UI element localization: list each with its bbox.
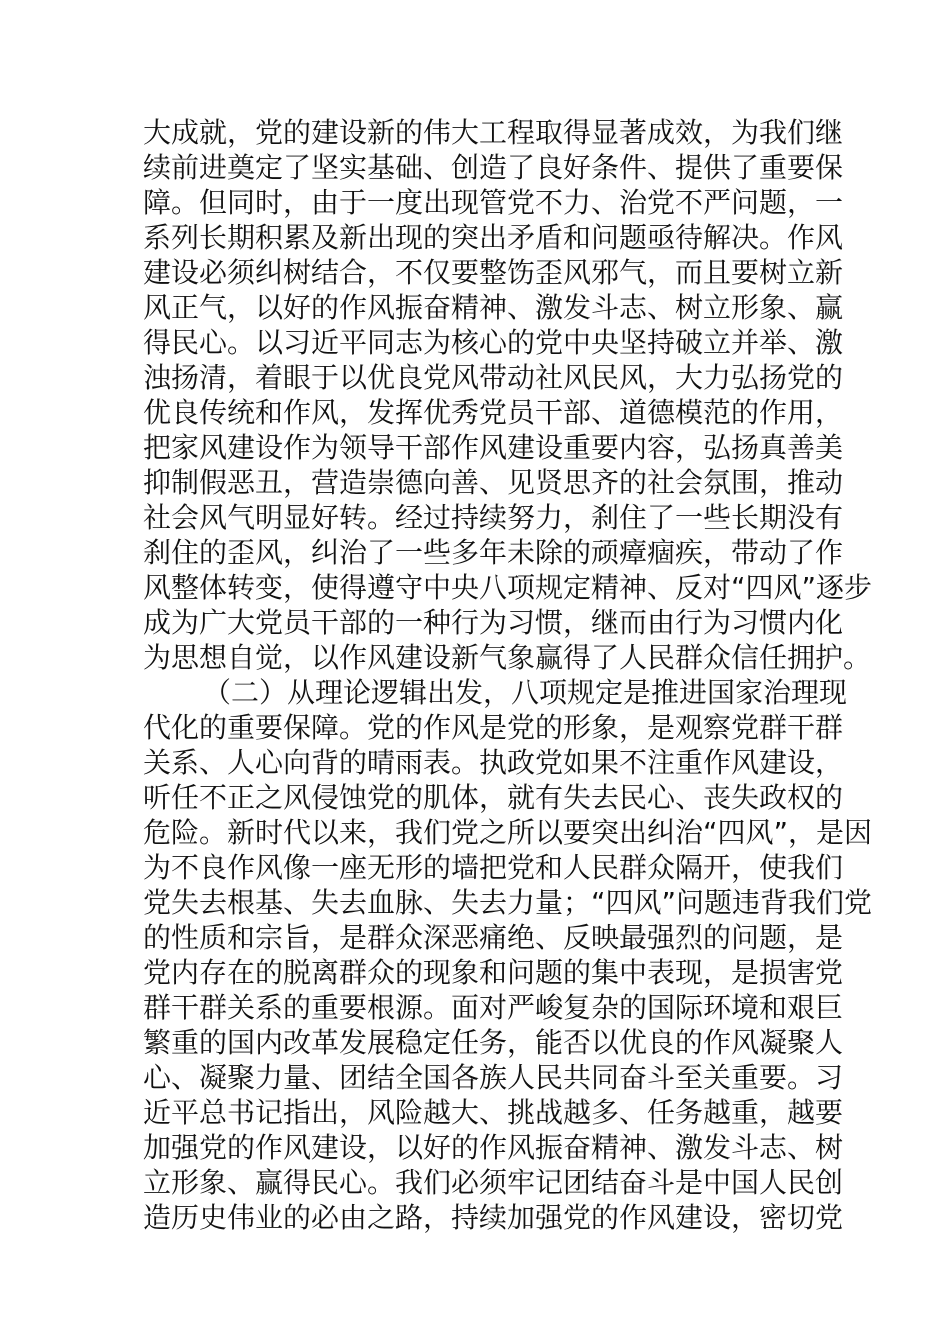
text-line: 听任不正之风侵蚀党的肌体，就有失去民心、丧失政权的 bbox=[143, 781, 844, 814]
text-line: 抑制假恶丑，营造崇德向善、见贤思齐的社会氛围，推动 bbox=[143, 466, 844, 499]
text-line: 系列长期积累及新出现的突出矛盾和问题亟待解决。作风 bbox=[143, 221, 844, 254]
text-line: 党内存在的脱离群众的现象和问题的集中表现，是损害党 bbox=[143, 956, 844, 989]
text-line: 建设必须纠树结合，不仅要整饬歪风邪气，而且要树立新 bbox=[143, 256, 844, 289]
paragraph-2 bbox=[143, 675, 873, 1235]
text-line: 加强党的作风建设，以好的作风振奋精神、激发斗志、树 bbox=[143, 1131, 844, 1164]
text-line: 风正气，以好的作风振奋精神、激发斗志、树立形象、赢 bbox=[143, 291, 844, 324]
text-line: 风整体转变，使得遵守中央八项规定精神、反对“四风”逐步 bbox=[143, 571, 873, 604]
text-line: 刹住的歪风，纠治了一些多年未除的顽瘴痼疾，带动了作 bbox=[143, 536, 844, 569]
text-line: 把家风建设作为领导干部作风建设重要内容，弘扬真善美 bbox=[143, 431, 844, 464]
text-line: 心、凝聚力量、团结全国各族人民共同奋斗至关重要。习 bbox=[143, 1061, 844, 1094]
text-line: 大成就，党的建设新的伟大工程取得显著成效，为我们继 bbox=[143, 116, 844, 149]
body-text bbox=[143, 115, 873, 1235]
text-line: 党失去根基、失去血脉、失去力量；“四风”问题违背我们党 bbox=[143, 886, 873, 919]
text-line: 代化的重要保障。党的作风是党的形象，是观察党群干群 bbox=[143, 711, 844, 744]
text-line: 立形象、赢得民心。我们必须牢记团结奋斗是中国人民创 bbox=[143, 1166, 844, 1199]
text-line: 危险。新时代以来，我们党之所以要突出纠治“四风”，是因 bbox=[143, 816, 873, 849]
text-line: 得民心。以习近平同志为核心的党中央坚持破立并举、激 bbox=[143, 326, 844, 359]
text-line: 优良传统和作风，发挥优秀党员干部、道德模范的作用， bbox=[143, 396, 844, 429]
text-line: 的性质和宗旨，是群众深恶痛绝、反映最强烈的问题，是 bbox=[143, 921, 844, 954]
text-line: 近平总书记指出，风险越大、挑战越多、任务越重，越要 bbox=[143, 1096, 844, 1129]
text-line: 群干群关系的重要根源。面对严峻复杂的国际环境和艰巨 bbox=[143, 991, 844, 1024]
text-line: 关系、人心向背的晴雨表。执政党如果不注重作风建设， bbox=[143, 746, 844, 779]
text-line: 社会风气明显好转。经过持续努力，刹住了一些长期没有 bbox=[143, 501, 844, 534]
text-line: 障。但同时，由于一度出现管党不力、治党不严问题，一 bbox=[143, 186, 844, 219]
text-line: 续前进奠定了坚实基础、创造了良好条件、提供了重要保 bbox=[143, 151, 844, 184]
text-line: 浊扬清，着眼于以优良党风带动社风民风，大力弘扬党的 bbox=[143, 361, 844, 394]
paragraph-1 bbox=[143, 115, 873, 675]
text-line: 成为广大党员干部的一种行为习惯，继而由行为习惯内化 bbox=[143, 606, 844, 639]
text-line: 繁重的国内改革发展稳定任务，能否以优良的作风凝聚人 bbox=[143, 1026, 844, 1059]
text-line: 造历史伟业的必由之路，持续加强党的作风建设，密切党 bbox=[143, 1201, 844, 1234]
text-line: 为思想自觉，以作风建设新气象赢得了人民群众信任拥护。 bbox=[143, 641, 872, 674]
text-line: 为不良作风像一座无形的墙把党和人民群众隔开，使我们 bbox=[143, 851, 844, 884]
text-line: （二）从理论逻辑出发，八项规定是推进国家治理现 bbox=[203, 676, 848, 709]
